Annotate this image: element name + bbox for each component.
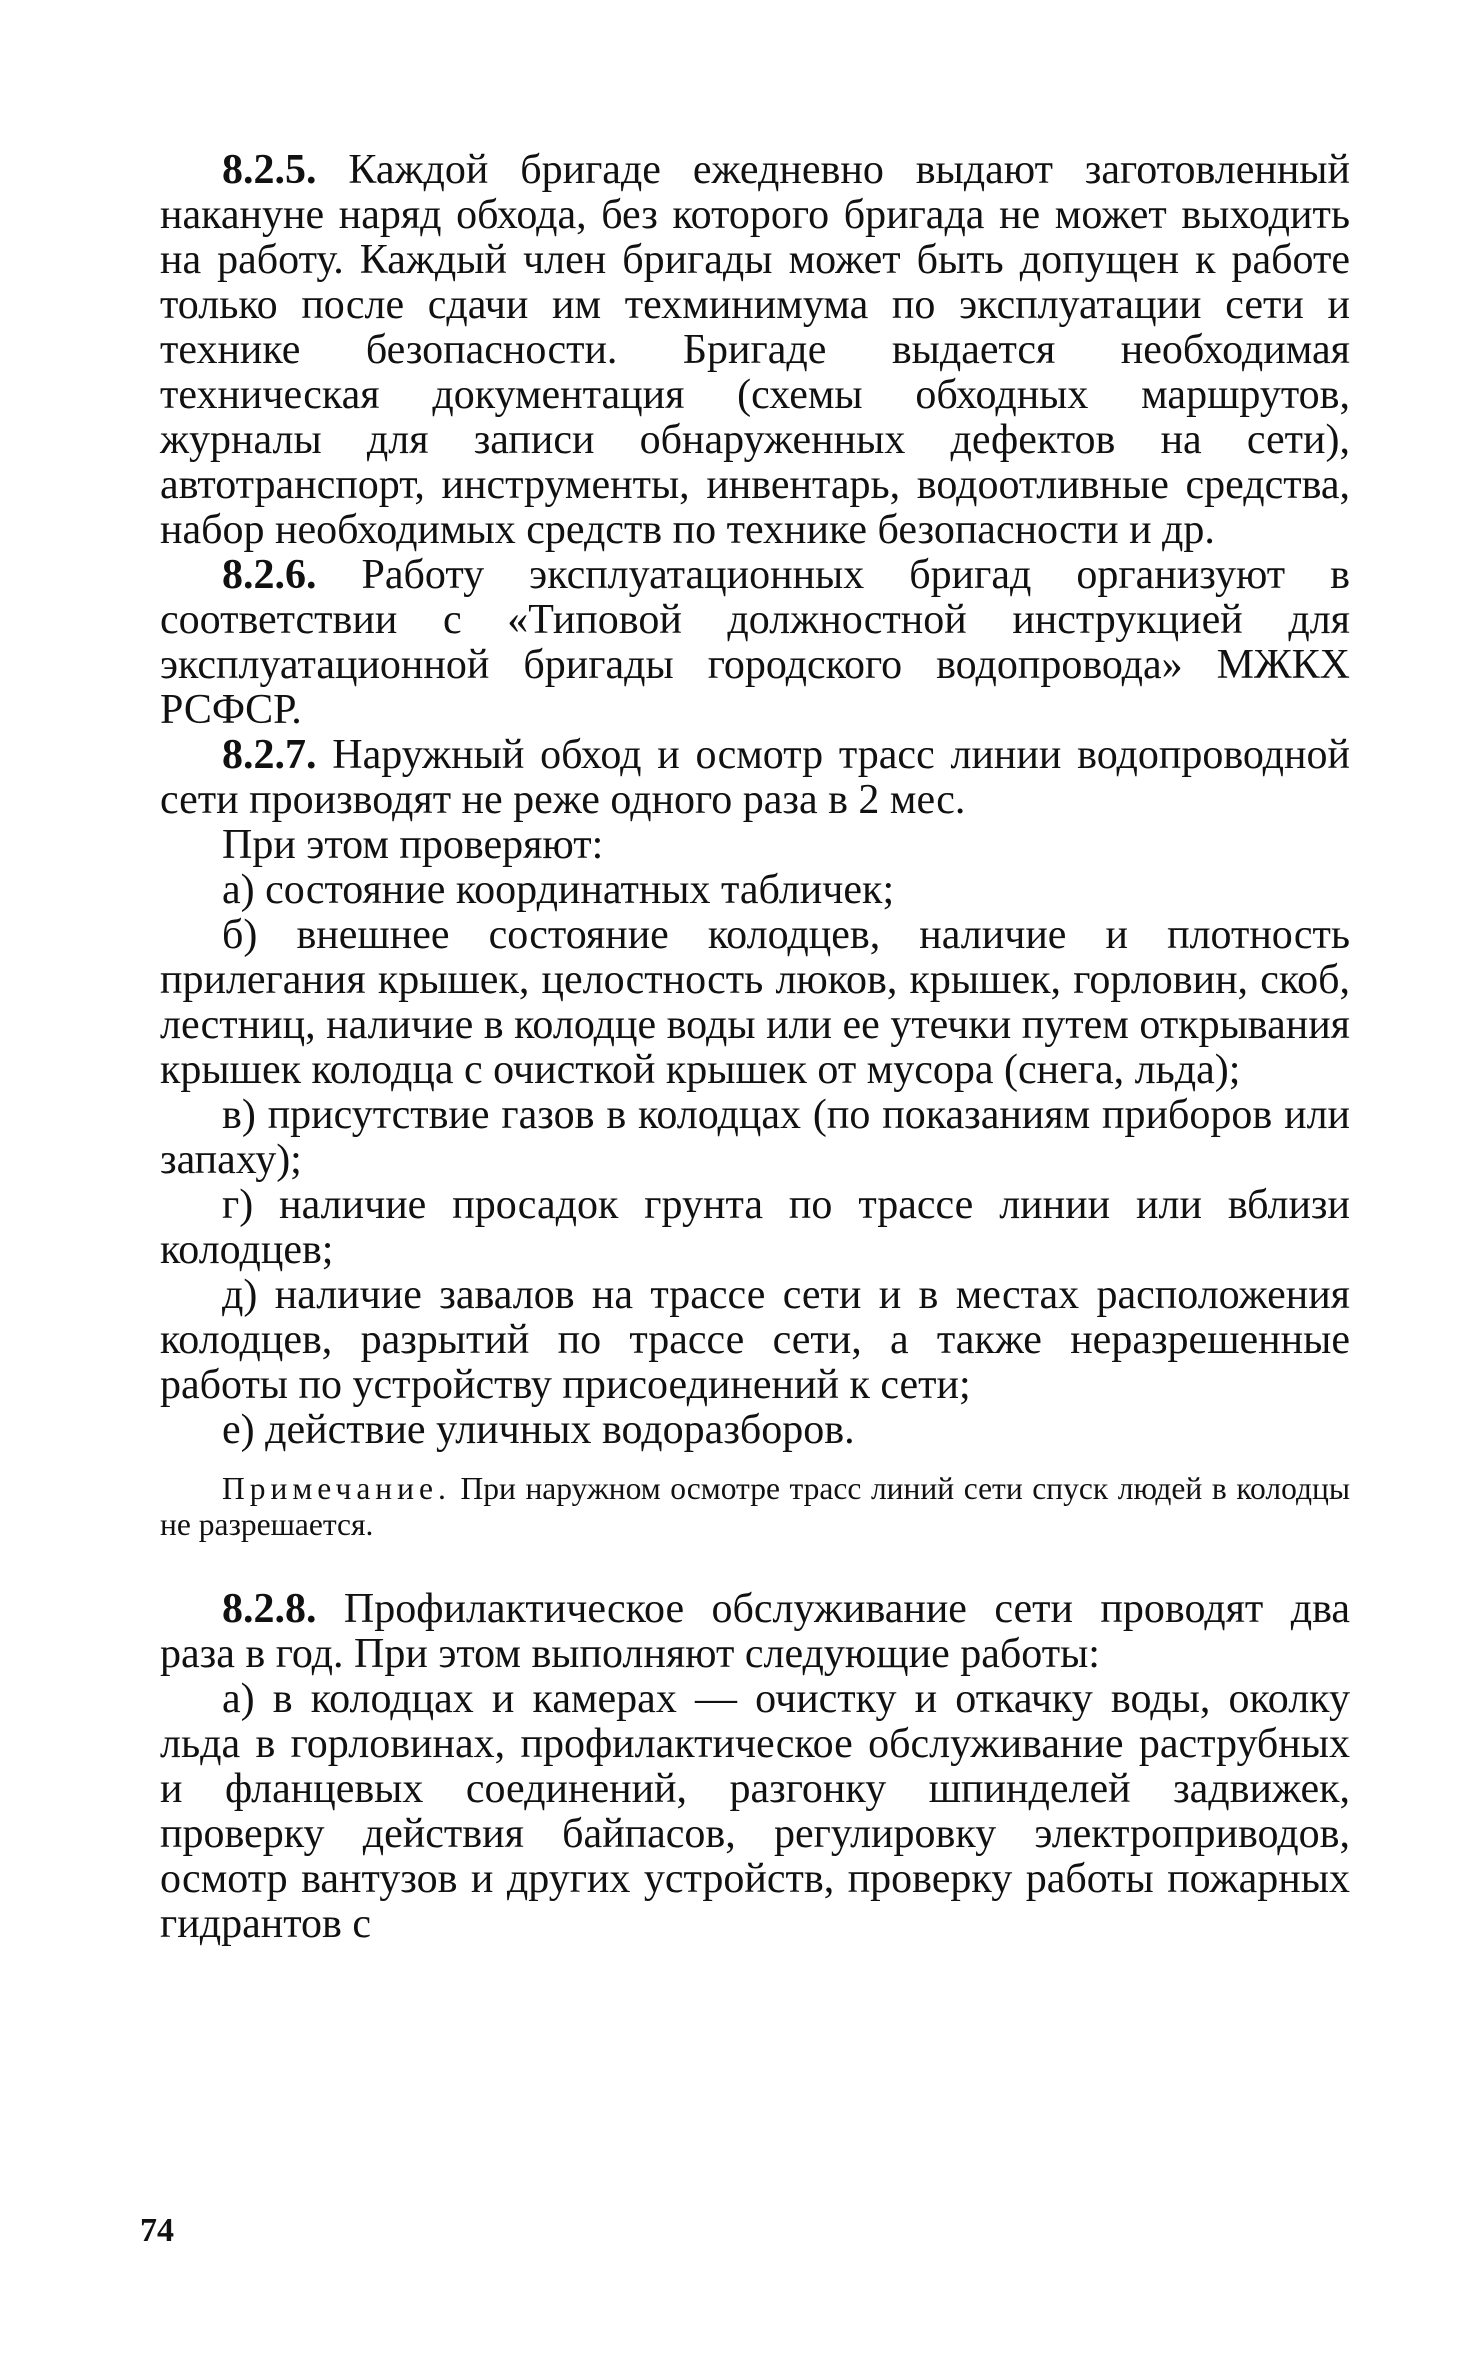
page-number: 74 bbox=[140, 2212, 174, 2249]
list-item: е) действие уличных водоразборов. bbox=[222, 1407, 855, 1453]
section-8-2-5 bbox=[160, 148, 1350, 553]
list-item: в) присутствие газов в колодцах (по показаниям приборов или запаху); bbox=[160, 1092, 1350, 1183]
section-text: Каждой бригаде ежедневно выдают заготовленный накануне наряд обхода, без которого бригада не может выходить на работу. Каждый член бригады может быть допущен к работе только после сдачи им техминимума по эксплуатации сети и технике безопасности. Бригаде выдается необходимая техническая документация (схемы обходных маршрутов, журналы для записи обнаруженных дефектов на сети), автотранспорт, инструменты, инвентарь, водоотливные средства, набор необходимых средств по технике безопасности и др. bbox=[160, 147, 1350, 553]
section-number: 8.2.8. bbox=[222, 1586, 317, 1632]
section-number: 8.2.6. bbox=[222, 552, 317, 598]
page-body bbox=[160, 148, 1350, 1947]
note bbox=[160, 1471, 1350, 1543]
section-number: 8.2.5. bbox=[222, 147, 317, 193]
section-8-2-7 bbox=[160, 733, 1350, 823]
section-8-2-6 bbox=[160, 553, 1350, 733]
list-item: б) внешнее состояние колодцев, наличие и плотность прилегания крышек, целостность люков, крышек, горловин, скоб, лестниц, наличие в колодце воды или ее утечки путем открывания крышек колодца с очисткой крышек от мусора (снега, льда); bbox=[160, 912, 1350, 1093]
list-item: а) состояние координатных табличек; bbox=[222, 867, 895, 913]
list-item: а) в колодцах и камерах — очистку и откачку воды, околку льда в горловинах, профилактическое обслуживание раструбных и фланцевых соединений, разгонку шпинделей задвижек, проверку действия байпасов, регулировку электроприводов, осмотр вантузов и других устройств, проверку работы пожарных гидрантов с bbox=[160, 1676, 1350, 1947]
section-text: Профилактическое обслуживание сети проводят два раза в год. При этом выполняют следующие работы: bbox=[160, 1586, 1350, 1677]
list-item: г) наличие просадок грунта по трассе линии или вблизи колодцев; bbox=[160, 1182, 1350, 1273]
list-item: д) наличие завалов на трассе сети и в местах расположения колодцев, разрытий по трассе сети, а также неразрешенные работы по устройству присоединений к сети; bbox=[160, 1272, 1350, 1408]
section-text: Наружный обход и осмотр трасс линии водопроводной сети производят не реже одного раза в 2 мес. bbox=[160, 732, 1350, 823]
note-label: Примечание. bbox=[222, 1471, 451, 1506]
section-intro: При этом проверяют: bbox=[222, 822, 604, 868]
section-number: 8.2.7. bbox=[222, 732, 317, 778]
note-text: При наружном осмотре трасс линий сети спуск людей в колодцы не разрешается. bbox=[160, 1471, 1350, 1542]
section-8-2-8 bbox=[160, 1587, 1350, 1677]
section-text: Работу эксплуатационных бригад организуют в соответствии с «Типовой должностной инструкцией для эксплуатационной бригады городского водопровода» МЖКХ РСФСР. bbox=[160, 552, 1350, 733]
